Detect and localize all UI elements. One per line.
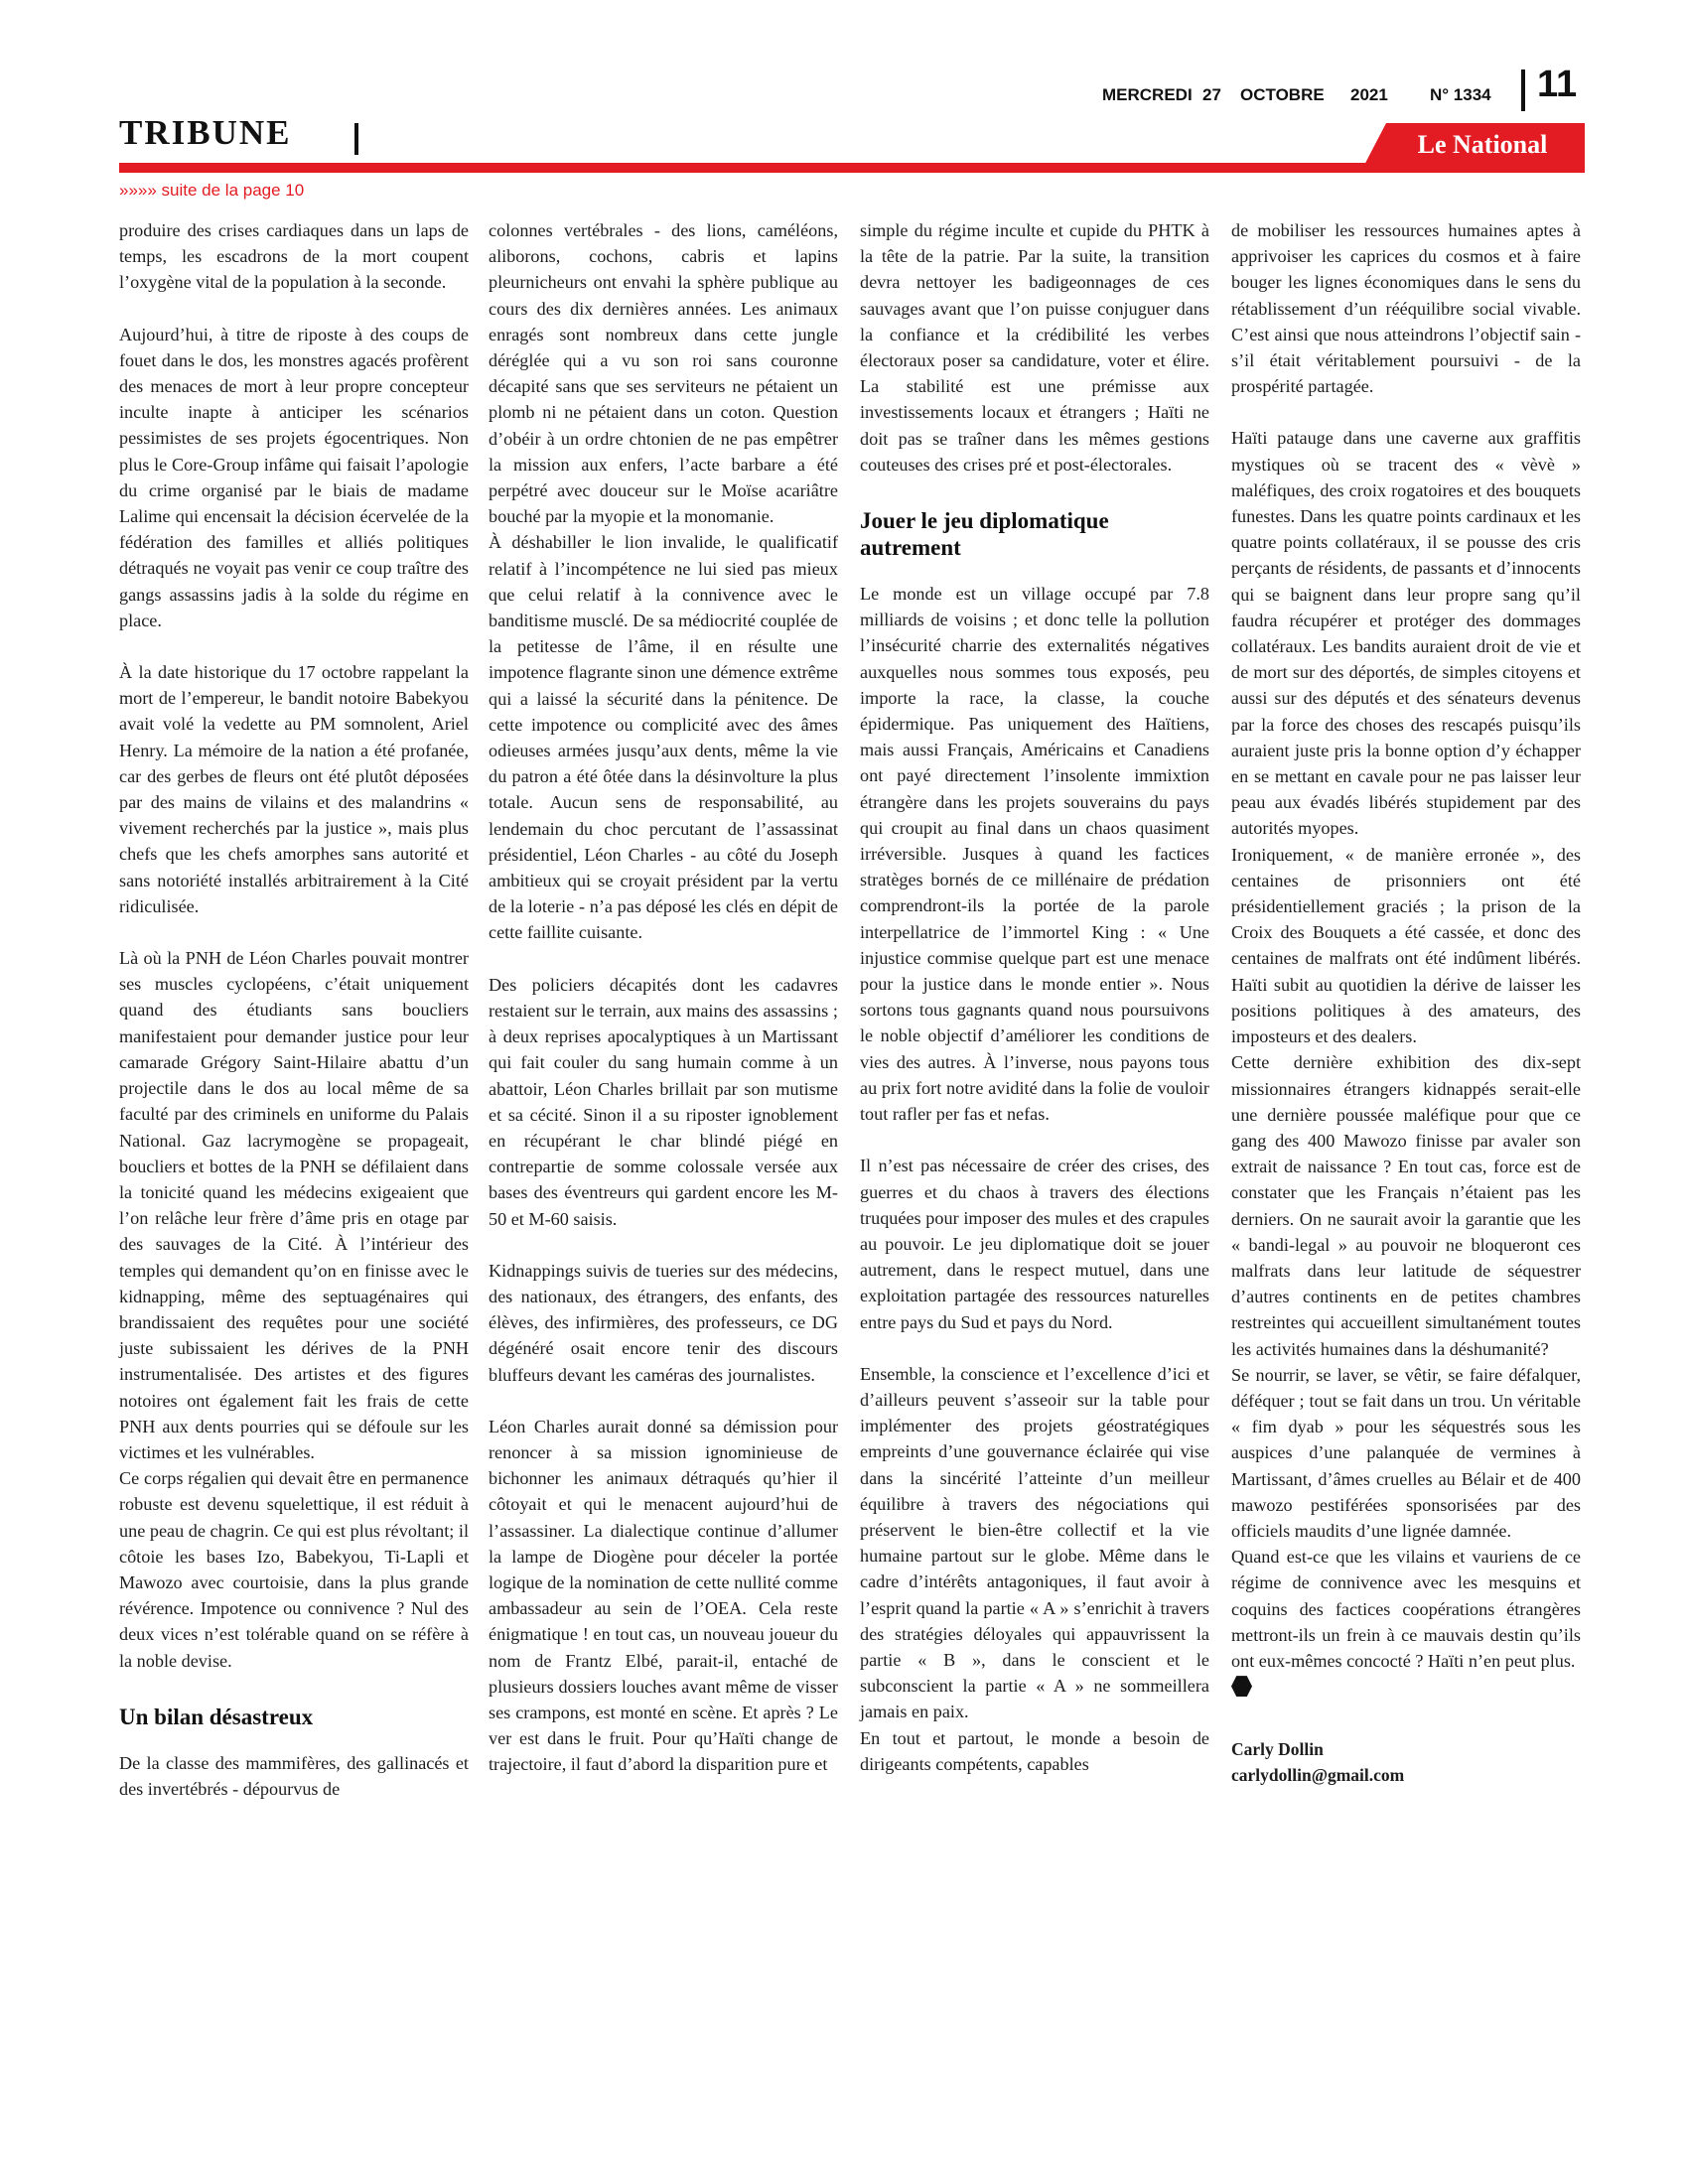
article-paragraph: Ironiquement, « de manière erronée », des centaines de prisonniers ont été présidentiellement graciés ; la prison de la Croix des Bouquets a été cassée, et donc des centaines de malfrats ont été indûment libérés. Haïti subit au quotidien la dérive de laisser les positions politiques à des amateurs, des imposteurs et des dealers. [1231, 844, 1581, 1047]
article-paragraph: Le monde est un village occupé par 7.8 milliards de voisins ; et donc telle la pollution l’insécurité charrie des externalités négatives auxquelles nous sommes tous exposés, peu importe la race, la classe, la couche épidermique. Pas uniquement des Haïtiens, mais aussi Français, Américains et Canadiens ont payé directement l’insolente immixtion étrangère dans les projets souverains du pays qui croupit au final dans un chaos quasiment irréversible. Jusques à quand les factices stratèges bornés de ce millénaire de prédation comprendront-ils la portée de la parole interpellatrice de l’immortel King : « Une injustice commise quelque part est une menace pour la justice dans le monde entier ». Nous sortons tous gagnants quand nous poursuivons le noble objectif d’améliorer les conditions de vies des autres. À l’inverse, nous payons tous au prix fort notre avidité dans la folie de vouloir tout rafler per fas et nefas. [860, 584, 1209, 1125]
article-paragraph: Kidnappings suivis de tueries sur des médecins, des nationaux, des étrangers, des enfants, des élèves, des infirmières, des professeurs, ce DG dégénéré osait encore tenir des discours bluffeurs devant les caméras des journalistes. [489, 1260, 838, 1385]
author-email: carlydollin@gmail.com [1231, 1765, 1405, 1786]
article-paragraph: Ce corps régalien qui devait être en permanence robuste est devenu squelettique, il est réduit à une peau de chagrin. Ce qui est plus révoltant; il côtoie les bases Izo, Babekyou, Ti-Lapli et Mawozo avec courtoisie, dans la plus grande révérence. Impotence ou connivence ? Nul des deux vices n’est tolérable quand on se réfère à la noble devise. [119, 1468, 469, 1671]
section-heading: Un bilan désastreux [119, 1704, 314, 1729]
continued-from-note: »»»» suite de la page 10 [119, 181, 305, 200]
dateline-date: 27 [1202, 85, 1221, 104]
article-paragraph: En tout et partout, le monde a besoin de dirigeants compétents, capables [860, 1727, 1209, 1774]
article-column-1 [119, 217, 469, 1802]
section-title: TRIBUNE [119, 113, 292, 152]
article-paragraph: Là où la PNH de Léon Charles pouvait montrer ses muscles cyclopéens, c’était uniquement quand des étudiants sans boucliers manifestaient pour demander justice pour leur camarade Grégory Saint-Hilaire abattu d’un projectile dans le dos au local même de sa faculté par des criminels en uniforme du Palais National. Gaz lacrymogène se propageait, boucliers et bottes de la PNH se défilaient dans la tonicité quand les médecins exigeaient que l’on relâche leur frère d’âme pris en otage par des sauvages de la Cité. À l’intérieur des temples qui demandent qu’on en finisse avec le kidnapping, même des septuagénaires qui brandissaient des requêtes pour une société juste subissaient les dérives de la PNH instrumentalisée. Des artistes et des figures notoires ont également fait les frais de cette PNH aux dents pourries qui se défoule sur les victimes et les vulnérables. [119, 948, 469, 1462]
dateline-year: 2021 [1350, 85, 1388, 104]
article-paragraph: Léon Charles aurait donné sa démission pour renoncer à sa mission ignominieuse de bichonner les animaux détraqués qu’hier il côtoyait et qui le menacent aujourd’hui de l’assassiner. La dialectique continue d’allumer la lampe de Diogène pour déceler la portée logique de la nomination de cette nullité comme ambassadeur au sein de l’OEA. Cela reste énigmatique ! en tout cas, un nouveau joueur du nom de Frantz Elbé, parait-il, entaché de plusieurs dossiers louches avant même de visser ses crampons, est monté en scène. Et après ? Le ver est dans le fruit. Pour qu’Haïti change de trajectoire, il faut d’abord la disparition pure et [489, 1416, 838, 1775]
article-paragraph: colonnes vertébrales - des lions, caméléons, aliborons, cochons, cabris et lapins pleurnicheurs ont envahi la sphère publique au cours des dix dernières années. Les animaux enragés sont nombreux dans cette jungle déréglée qui a vu son roi sans couronne décapité sans que ses serviteurs ne pétaient un plomb ni ne pétaient dans un coton. Question d’obéir à un ordre chtonien de ne pas empêtrer la mission aux enfers, l’acte barbare a été perpétré avec douceur sur le Moïse acariâtre bouché par la myopie et la monomanie. [489, 220, 838, 527]
page-number: 11 [1537, 64, 1578, 105]
article-paragraph: produire des crises cardiaques dans un laps de temps, les escadrons de la mort coupent l’oxygène vital de la population à la seconde. [119, 220, 469, 293]
issue-number: N° 1334 [1430, 85, 1491, 104]
article-column-4 [1231, 217, 1581, 1789]
section-title-divider [354, 123, 358, 155]
article-paragraph: Haïti patauge dans une caverne aux graffitis mystiques où se tracent des « vèvè » maléfiques, des croix rogatoires et des bouquets funestes. Dans les quatre points cardinaux et les quatre points collatéraux, il se pousse des cris perçants de résidents, de passants et d’innocents qui se baignent dans leur propre sang qu’il faudra récupérer et protéger des dommages collatéraux. Les bandits auraient droit de vie et de mort sur des déportés, de simples citoyens et aussi sur des députés et des sénateurs devenus par la force des choses des rescapés puisqu’ils auraient juste pris la bonne option d’y échapper en se mettant en cavale pour ne pas laisser leur peau aux évadés libérés stupidement par des autorités myopes. [1231, 428, 1581, 839]
newspaper-name: Le National [1417, 130, 1548, 159]
article-paragraph: Se nourrir, se laver, se vêtir, se faire défalquer, déféquer ; tout se fait dans un trou. Un véritable « fim dyab » pour les séquestrés sous les auspices d’une palanquée de vermines à Martissant, d’âmes cruelles au Bélair et de 400 mawozo pestiférées sponsorisées par des officiels maudits d’une lignée damnée. [1231, 1364, 1581, 1541]
author-name: Carly Dollin [1231, 1739, 1324, 1760]
article-paragraph: Des policiers décapités dont les cadavres restaient sur le terrain, aux mains des assassins ; à deux reprises apocalyptiques à un Martissant qui fait couler du sang humain comme à un abattoir, Léon Charles brillait par son mutisme et sa cécité. Sinon il a su riposter ignoblement en récupérant le char blindé piégé en contrepartie de somme colossale versée aux bases des éventreurs qui gardent encore les M-50 et M-60 saisis. [489, 974, 838, 1229]
article-paragraph: Quand est-ce que les vilains et vauriens de ce régime de connivence avec les mesquins et coquins des factices coopérations étrangères mettront-ils un frein à ce mauvais destin qu’ils ont eux-mêmes concocté ? Haïti n’en peut plus. [1231, 1547, 1581, 1671]
article-column-3 [860, 217, 1209, 1777]
article-paragraph: Cette dernière exhibition des dix-sept missionnaires étrangers kidnappés serait-elle une dernière poussée maléfique pour que ce gang des 400 Mawozo finisse par avaler son extrait de naissance ? En tout cas, force est de constater que les Français n’étaient pas les derniers. On ne saurait avoir la garantie que les « bandi-legal » au pouvoir ne bloqueront ces malfrats dans leur latitude de séquestrer d’autres continents en de petites chambres restreintes qui accueillent simultanément toutes les activités humaines dans la déshumanité? [1231, 1052, 1581, 1359]
article-paragraph: Ensemble, la conscience et l’excellence d’ici et d’ailleurs peuvent s’asseoir sur la table pour implémenter des projets géostratégiques empreints d’une gouvernance éclairée qui vise dans la sincérité l’atteinte d’un meilleur équilibre à travers des négociations qui préservent le bien-être collectif et la vie humaine partout sur le globe. Même dans le cadre d’intérêts antagoniques, il faut avoir à l’esprit quand la partie « A » s’enrichit à travers des stratégies déloyales qui appauvrissent la partie « B », dans le conscient et le subconscient la partie « A » ne sommeillera jamais en paix. [860, 1363, 1209, 1722]
page-number-separator [1521, 69, 1525, 111]
dateline-day: MERCREDI [1102, 85, 1193, 104]
article-paragraph: simple du régime inculte et cupide du PHTK à la tête de la patrie. Par la suite, la transition devra nettoyer les badigeonnages de ces sauvages avant que l’on puisse conjuguer dans la confiance et la crédibilité les verbes électoraux poser sa candidature, voter et élire. La stabilité est une prémisse aux investissements locaux et étrangers ; Haïti ne doit pas se traîner dans les mêmes gestions couteuses des crises pré et post-électorales. [860, 220, 1209, 475]
end-of-article-icon [1231, 1676, 1252, 1697]
article-column-2 [489, 217, 838, 1778]
article-paragraph: de mobiliser les ressources humaines aptes à apprivoiser les caprices du cosmos et à faire bouger les lignes économiques dans le sens du rétablissement d’un rééquilibre social vivable. C’est ainsi que nous atteindrons l’objectif sain - s’il était véritablement poursuivi - de la prospérité partagée. [1231, 220, 1581, 397]
article-paragraph: À la date historique du 17 octobre rappelant la mort de l’empereur, le bandit notoire Babekyou avait volé la vedette au PM somnolent, Ariel Henry. La mémoire de la nation a été profanée, car des gerbes de fleurs ont été plutôt déposées par des mains de vilains et des malandrins « vivement recherchés par la justice », mais plus chefs que les chefs amorphes sans autorité et sans notoriété installés arbitrairement à la Cité ridiculisée. [119, 662, 469, 916]
dateline-month: OCTOBRE [1240, 85, 1325, 104]
article-paragraph: Il n’est pas nécessaire de créer des crises, des guerres et du chaos à travers des élections truquées pour imposer des mules et des crapules au pouvoir. Le jeu diplomatique doit se jouer autrement, dans le respect mutuel, dans une exploitation partagée des ressources naturelles entre pays du Sud et pays du Nord. [860, 1156, 1209, 1332]
article-paragraph: De la classe des mammifères, des gallinacés et des invertébrés - dépourvus de [119, 1752, 469, 1799]
article-paragraph: Aujourd’hui, à titre de riposte à des coups de fouet dans le dos, les monstres agacés profèrent des menaces de mort à leur propre concepteur inculte inapte à anticiper les scénarios pessimistes de ses projets égocentriques. Non plus le Core-Group infâme qui faisait l’apologie du crime organisé par le biais de madame Lalime qui encensait la décision écervelée de la fédération des familles et alliés politiques détraqués ne voyait pas venir ce coup traître des gangs assassins jadis à la solde du régime en place. [119, 324, 469, 630]
dateline [1102, 81, 1499, 111]
article-paragraph: À déshabiller le lion invalide, le qualificatif relatif à l’incompétence ne lui sied pas mieux que celui relatif à la connivence avec le banditisme musclé. De sa médiocrité couplée de la petitesse de l’âme, il en résulte une impotence flagrante sinon une démence extrême qui a laissé la sécurité dans la pénitence. De cette impotence ou complicité avec des âmes odieuses armées jusqu’aux dents, même la vie du patron a été ôtée dans la désinvolture la plus totale. Aucun sens de responsabilité, au lendemain du choc percutant de l’assassinat présidentiel, Léon Charles - au côté du Joseph ambitieux qui se croyait président par la vertu de la loterie - n’a pas déposé les clés en dépit de cette faillite cuisante. [489, 532, 838, 943]
section-heading: Jouer le jeu diplomatique autrement [860, 508, 1109, 561]
